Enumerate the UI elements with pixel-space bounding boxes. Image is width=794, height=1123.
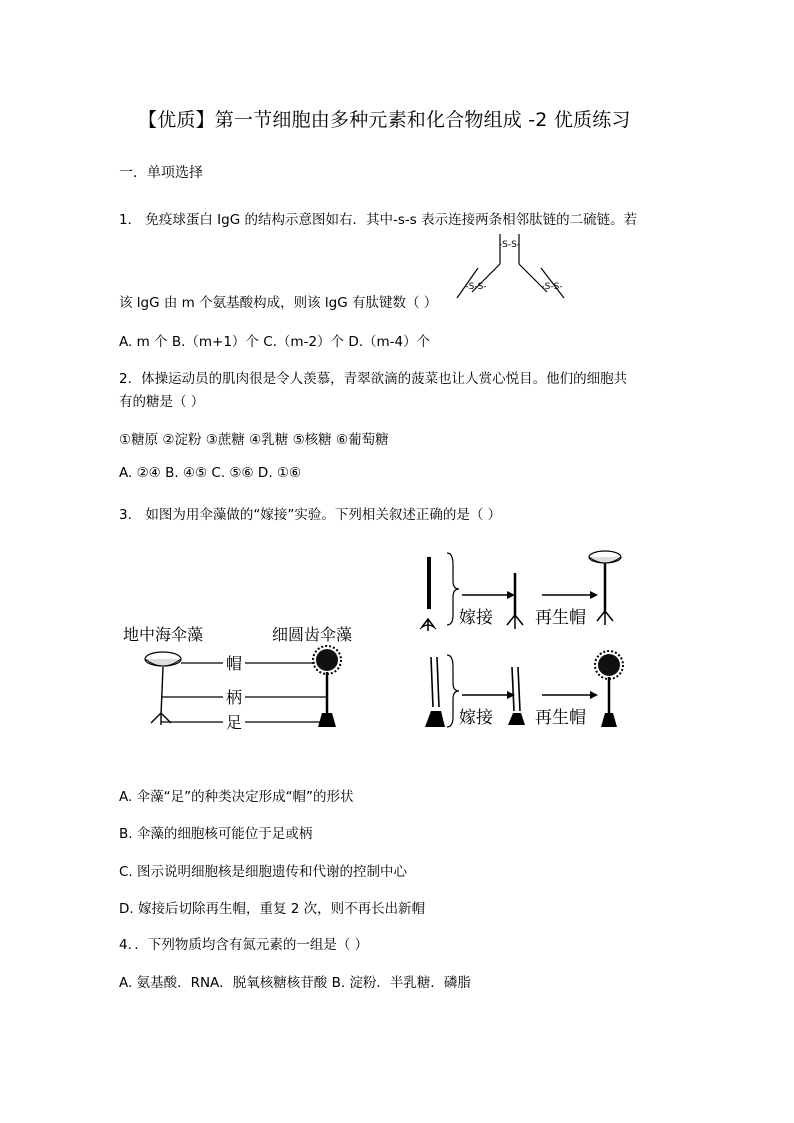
- q2-stem-line1: 2．体操运动员的肌肉很是令人羡慕，青翠欲滴的菠菜也让人赏心悦目。他们的细胞共: [119, 371, 628, 387]
- graft-label-1: 嫁接: [459, 608, 493, 628]
- igg-structure-diagram: [452, 230, 582, 302]
- q1-stem-line2: 该 lgG 由 m 个氨基酸构成，则该 lgG 有肽键数（ ）: [119, 295, 438, 311]
- q4-options: A. 氨基酸．RNA．脱氧核糖核苷酸 B. 淀粉．半乳糖．磷脂: [119, 975, 471, 991]
- section-heading: 一．单项选择: [119, 165, 203, 181]
- label-cap: 帽: [225, 654, 243, 673]
- ss-bond-label-top: -S-S-: [498, 240, 521, 250]
- q2-options: A. ②④ B. ④⑤ C. ⑤⑥ D. ①⑥: [119, 465, 302, 481]
- acetabularia-graft-figure: [115, 545, 655, 745]
- label-left-species: 地中海伞藻: [123, 625, 204, 644]
- q3-stem: 3． 如图为用伞藻做的“嫁接”实验。下列相关叙述正确的是（ ）: [119, 507, 502, 523]
- label-right-species: 细圆齿伞藻: [272, 625, 353, 644]
- ss-bond-label-left: -S-S-: [465, 282, 487, 292]
- q3-option-b: B. 伞藻的细胞核可能位于足或柄: [119, 826, 313, 842]
- label-stalk: 柄: [225, 688, 243, 707]
- graft-label-2: 嫁接: [459, 708, 493, 728]
- q2-stem-line2: 有的糖是（ ）: [119, 394, 205, 410]
- regen-label-1: 再生帽: [535, 608, 586, 628]
- graft-row-1: [420, 551, 621, 631]
- graft-row-2: [425, 651, 623, 728]
- q4-stem: 4．．下列物质均含有氮元素的一组是（ ）: [119, 937, 369, 953]
- mediterranea-alga: [145, 652, 181, 725]
- regen-label-2: 再生帽: [535, 708, 586, 728]
- q3-option-c: C. 图示说明细胞核是细胞遗传和代谢的控制中心: [119, 864, 408, 880]
- q3-option-a: A. 伞藻“足”的种类决定形成“帽”的形状: [119, 789, 354, 805]
- page-title: 【优质】第一节细胞由多种元素和化合物组成 -2 优质练习: [138, 109, 631, 131]
- crenulata-alga: [313, 646, 341, 727]
- label-foot: 足: [225, 713, 243, 732]
- q1-stem-line1: 1． 免疫球蛋白 IgG 的结构示意图如右．其中-s-s 表示连接两条相邻肽链的二硫链。若: [119, 212, 638, 228]
- ss-bond-label-right: -S-S-: [541, 282, 563, 292]
- q3-option-d: D. 嫁接后切除再生帽，重复 2 次，则不再长出新帽: [119, 901, 426, 917]
- q1-options: A. m 个 B.（m+1）个 C.（m-2）个 D.（m-4）个: [119, 334, 431, 350]
- q2-items: ①糖原 ②淀粉 ③蔗糖 ④乳糖 ⑤核糖 ⑥葡萄糖: [119, 432, 389, 448]
